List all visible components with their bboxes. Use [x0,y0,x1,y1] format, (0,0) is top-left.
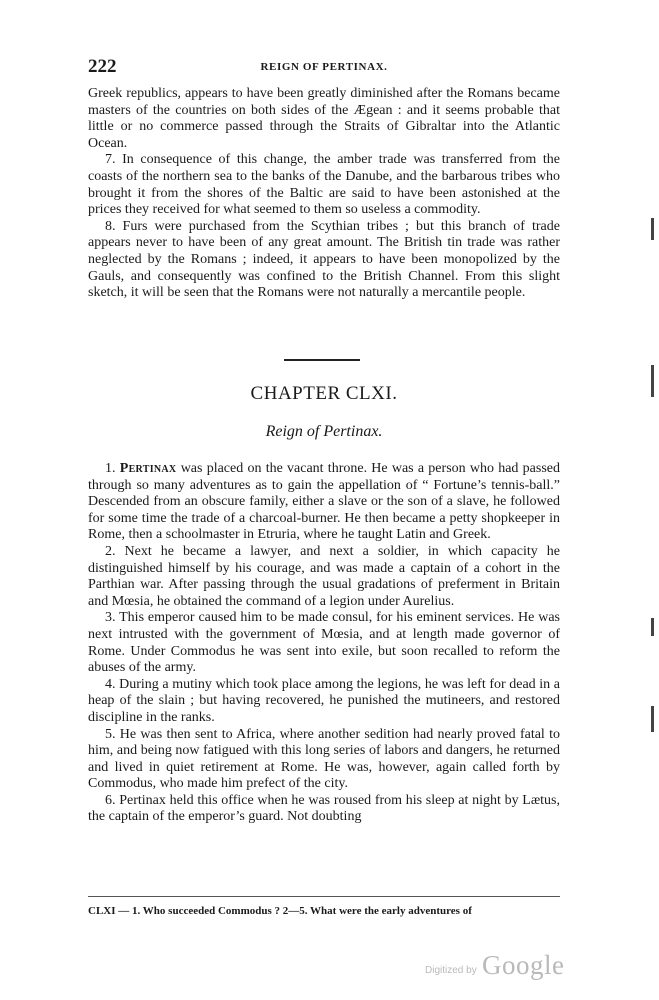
paragraph-continued: Greek republics, appears to have been greatly diminished after the Romans became masters of the countries on both sides of the Ægean : and it seems probable that little or no commerce passed through the Straits of Gibraltar into the Atlantic Ocean. [88,86,560,151]
chapter-subtitle: Reign of Pertinax. [265,423,383,440]
page-header [88,56,560,78]
paragraph-1-text: was placed on the vacant throne. He was a person who had passed through so many adventures as to gain the appellation of “ Fortune’s tennis-ball.” Descended from an obscure family, either a slave or the son of a slave, he followed for some time the trade of a charcoal-burner. He then became a petty shopkeeper in Rome, then a schoolmaster in Etruria, where he taught Latin and Greek. [88,461,560,543]
paragraph-5: 5. He was then sent to Africa, where another sedition had nearly proved fatal to him, and being now fatigued with this long series of labors and dangers, he returned and lived in quiet retirement at Rome. He was, however, again called forth by Commodus, who made him prefect of the city. [88,726,560,792]
paragraph-3: 3. This emperor caused him to be made consul, for his eminent services. He was next intrusted with the government of Mœsia, and at length made governor of Rome. Under Commodus he was sent into exile, but soon recalled to reform the abuses of the army. [88,610,560,676]
paragraph-4: 4. During a mutiny which took place among the legions, he was left for dead in a heap of the slain ; but having recovered, he punished the mutineers, and restored discipline in the ranks. [88,676,560,725]
scan-edge-mark [651,365,654,397]
running-head: REIGN OF PERTINAX. [260,61,388,73]
chapter-body [88,461,560,826]
emperor-name: Pertinax [119,461,177,476]
paragraph-7: 7. In consequence of this change, the amber trade was transferred from the coasts of the northern sea to the banks of the Danube, and the barbarous tribes who brought it from the shores of the Baltic are said to have been astonished at the prices they received for what seemed to them so useless a commodity. [88,152,560,218]
paragraph-1 [88,461,560,544]
chapter-title: CHAPTER CLXI. [250,383,398,404]
scan-edge-mark [651,706,654,732]
scan-edge-mark [651,618,654,636]
paragraph-2: 2. Next he became a lawyer, and next a soldier, in which capacity he distinguished himself by his courage, and was made a captain of a cohort in the Parthian war. After passing through the usual gradations of preferment in Britain and Mœsia, he obtained the command of a legion under Aurelius. [88,543,560,609]
paragraph-1-number: 1. [105,461,116,476]
digitized-label: Digitized by [425,965,477,976]
footnote-divider [88,896,560,897]
digitized-watermark [425,950,565,982]
scan-edge-mark [651,218,654,240]
google-logo: Google [482,950,565,980]
continued-text-block [88,86,560,302]
paragraph-6: 6. Pertinax held this office when he was roused from his sleep at night by Lætus, the captain of the emperor’s guard. Not doubting [88,792,560,825]
footnote-questions: CLXI — 1. Who succeeded Commodus ? 2—5. What were the early adventures of [88,905,472,917]
paragraph-8: 8. Furs were purchased from the Scythian tribes ; but this branch of trade appears never to have been of any great amount. The British tin trade was rather neglected by the Romans ; indeed, it appears to have been monopolized by the Gauls, and consequently was confined to the British Channel. From this slight sketch, it will be seen that the Romans were not naturally a mercantile people. [88,218,560,301]
page-number: 222 [88,56,117,77]
section-divider [284,359,360,361]
